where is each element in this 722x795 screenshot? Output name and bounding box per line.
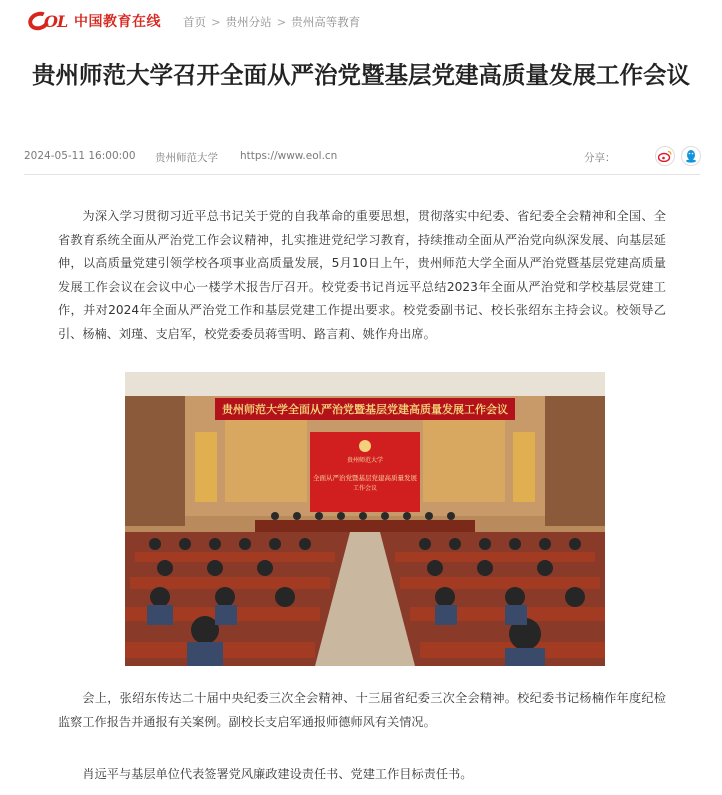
breadcrumb-separator: > — [276, 15, 287, 29]
breadcrumb-separator: > — [211, 15, 221, 29]
photo-screen-text-2: 工作会议 — [352, 485, 378, 492]
publish-date: 2024-05-11 16:00:00 — [24, 150, 136, 162]
article-paragraph-2: 会上，张绍东传达二十届中央纪委三次全会精神、十三届省纪委三次全会精神。校纪委书记杨楠作年度纪检监察工作报告并通报有关案例。副校长支启军通报师德师风有关情况。 — [58, 691, 666, 729]
share-label: 分享： — [584, 152, 616, 164]
article-paragraph-1: 为深入学习贯彻习近平总书记关于党的自我革命的重要思想，贯彻落实中纪委、省纪委全会精神和全国、全省教育系统全面从严治党工作会议精神，扎实推进党纪学习教育，持续推动全面从严治党向纵深发展、向基层延伸，以高质量党建引领学校各项事业高质量发展，5月10日上午，贵州师范大学全面从严治党暨基层党建高质量发展工作会议在会议中心一楼学术报告厅召开。校党委书记肖远平总结2023年全面从严治党和学校基层党建工作，并对2024年全面从严治党工作和基层党建工作提出要求。校党委副书记、校长张绍东主持会议。校领导乙引、杨楠、刘瑾、支启军，校党委委员蒋雪明、路言莉、姚作舟出席。 — [58, 209, 666, 341]
meta-divider — [24, 174, 700, 175]
article-meta — [24, 150, 700, 164]
logo-text: 中国教育在线 — [74, 14, 161, 30]
meeting-photo — [125, 372, 605, 666]
article-source: 贵州师范大学 — [155, 152, 218, 164]
breadcrumb-higher-education[interactable]: 贵州高等教育 — [291, 15, 361, 29]
share-buttons — [655, 146, 701, 166]
photo-screen-school: 贵州师范大学 — [346, 457, 384, 464]
photo-banner-text: 贵州师范大学全面从严治党暨基层党建高质量发展工作会议 — [222, 403, 508, 416]
breadcrumb-guizhou[interactable]: 贵州分站 — [225, 15, 272, 29]
article-paragraph-3: 肖远平与基层单位代表签署党风廉政建设责任书、党建工作目标责任书。 — [82, 767, 473, 781]
photo-screen-text-1: 全面从严治党暨基层党建高质量发展 — [313, 474, 417, 482]
site-header — [0, 0, 722, 44]
article-title: 贵州师范大学召开全面从严治党暨基层党建高质量发展工作会议 — [32, 61, 690, 89]
source-url: https://www.eol.cn — [240, 150, 338, 162]
site-logo[interactable] — [28, 8, 161, 34]
qq-icon[interactable] — [681, 146, 701, 166]
weibo-icon[interactable] — [655, 146, 675, 166]
breadcrumb — [183, 14, 360, 30]
eol-logo-icon: OL — [28, 10, 72, 32]
breadcrumb-home[interactable]: 首页 — [183, 15, 206, 29]
